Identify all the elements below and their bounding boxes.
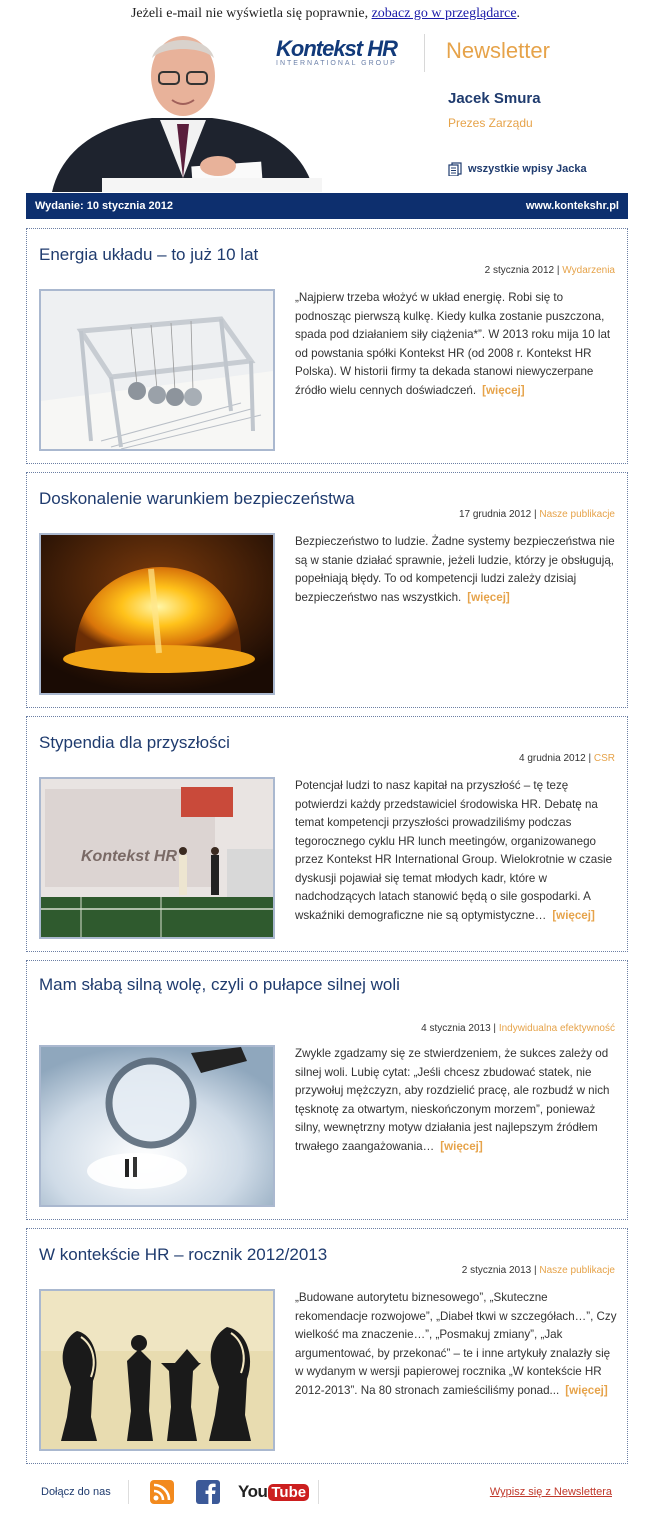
logo-brand: Kontekst — [276, 36, 363, 61]
article-category[interactable]: CSR — [593, 753, 615, 764]
youtube-you: You — [238, 1482, 268, 1501]
article-card — [26, 960, 628, 1220]
site-link[interactable]: www.kontekshr.pl — [525, 200, 619, 212]
newtons-cradle-image[interactable] — [39, 289, 275, 451]
documents-icon — [448, 162, 462, 176]
note-suffix: . — [516, 6, 521, 21]
footer-divider — [318, 1480, 319, 1504]
article-excerpt — [295, 289, 617, 400]
article-excerpt — [295, 1045, 617, 1156]
article-excerpt — [295, 777, 617, 925]
edition-bar — [26, 193, 628, 219]
article-meta: 2 stycznia 2012 | Wydarzenia — [484, 265, 615, 276]
footer-divider — [128, 1480, 129, 1504]
logo-subtitle: INTERNATIONAL GROUP — [276, 60, 397, 67]
article-meta: 2 stycznia 2013 | Nasze publikacje — [461, 1265, 615, 1276]
article-excerpt — [295, 1289, 617, 1400]
facebook-icon[interactable] — [196, 1480, 220, 1504]
join-us-label: Dołącz do nas — [41, 1486, 111, 1498]
kontekst-hr-logo — [276, 36, 406, 72]
article-text: Bezpieczeństwo to ludzie. Żadne systemy bezpieczeństwa nie są w stanie działać sprawnie, jeżeli ludzie, którzy je obsługują, popełniają błędy. To od kompetencji ludzi zależy dzisiaj bezpieczeństwo nas wszystkich. — [295, 535, 615, 604]
article-title[interactable]: Doskonalenie warunkiem bezpieczeństwa — [39, 489, 355, 508]
chess-pieces-image[interactable] — [39, 1289, 275, 1451]
article-card — [26, 472, 628, 708]
article-date: 4 stycznia 2013 — [421, 1023, 491, 1034]
note-prefix: Jeżeli e-mail nie wyświetla się poprawnie, — [130, 6, 372, 21]
article-text: „Najpierw trzeba włożyć w układ energię. Robi się to podnosząc pierwszą kulkę. Kiedy kulka zostanie puszczona, spada pod działaniem siły ciążenia*”. W 2013 roku mija 10 lat od powstania spółki Kontekst HR (od 2008 r. Kontekst HR Polska). W historii firmy ta dekada stanowi niewyczerpane źródło wielu cennych doświadczeń. — [295, 291, 611, 397]
article-excerpt — [295, 533, 617, 607]
read-more-link[interactable]: [więcej] — [482, 383, 525, 397]
article-text: „Budowane autorytetu biznesowego”, „Skuteczne rekomendacje rozwojowe”, „Diabeł tkwi w szczegółach…”, Czy wielkość ma znaczenie…”, „Posmakuj zmiany”, „Jak argumentować, by przekonać” – te i inne artykuły znalazły się w wydanym w wersji papierowej rocznika „W kontekście HR 2012-2013”. Na 80 stronach zamieściliśmy ponad... — [295, 1291, 617, 1397]
all-posts-link[interactable] — [448, 162, 587, 176]
newsletter-footer — [26, 1470, 628, 1516]
article-category[interactable]: Indywidualna efektywność — [498, 1023, 615, 1034]
read-more-link[interactable]: [więcej] — [565, 1383, 608, 1397]
article-meta: 4 stycznia 2013 | Indywidualna efektywność — [421, 1023, 615, 1034]
youtube-tube: Tube — [268, 1484, 309, 1501]
article-date: 17 grudnia 2012 — [458, 509, 532, 520]
article-card — [26, 1228, 628, 1464]
article-date: 2 stycznia 2013 — [461, 1265, 532, 1276]
view-in-browser-note — [0, 6, 651, 22]
article-title[interactable]: Mam słabą silną wolę, czyli o pułapce silnej woli — [39, 975, 400, 994]
header-divider — [424, 34, 425, 72]
article-category[interactable]: Nasze publikacje — [539, 1265, 615, 1276]
person-name: Jacek Smura — [448, 90, 541, 107]
view-in-browser-link[interactable]: zobacz go w przeglądarce — [371, 6, 517, 21]
rss-icon[interactable] — [150, 1480, 174, 1504]
read-more-link[interactable]: [więcej] — [440, 1139, 483, 1153]
slide-logo-text: Kontekst HR — [81, 848, 178, 865]
read-more-link[interactable]: [więcej] — [467, 590, 510, 604]
glowing-helmet-image[interactable] — [39, 533, 275, 695]
article-date: 4 grudnia 2012 — [518, 753, 586, 764]
article-title[interactable]: Energia układu – to już 10 lat — [39, 245, 259, 264]
person-role: Prezes Zarządu — [448, 116, 533, 130]
article-text: Zwykle zgadzamy się ze stwierdzeniem, że sukces zależy od silnej woli. Lubię cytat: „Jeśli chcesz zbudować statek, nie przywołuj mężczyzn, aby rozdzielić pracę, ale rozbudź w nich tęsknotę za otwartym, nieskończonym morzem”, ponieważ silny, wewnętrzny motyw działania jest najlepszym źródłem trwałego zaangażowania… — [295, 1047, 610, 1153]
logo-hr: HR — [367, 36, 398, 61]
all-posts-label: wszystkie wpisy Jacka — [468, 163, 587, 175]
read-more-link[interactable]: [więcej] — [552, 908, 595, 922]
article-date: 2 stycznia 2012 — [484, 265, 555, 276]
article-card — [26, 716, 628, 952]
article-meta: 17 grudnia 2012 | Nasze publikacje — [458, 509, 615, 520]
youtube-icon[interactable] — [238, 1482, 309, 1502]
article-text: Potencjał ludzi to nasz kapitał na przyszłość – tę tezę potwierdzi każdy przedstawiciel środowiska HR. Debatę na temat kompetencji przyszłości prowadziliśmy podczas tegorocznego cyklu HR lunch meetingów, organizowanego przez Kontekst HR International Group. Wielokrotnie w czasie dyskusji pojawiał się temat młodych kadr, które w nadchodzących latach stanowić będą o sile gospodarki. A wskaźniki demograficzne nie są optymistyczne… — [295, 779, 613, 922]
newsletter-title: Newsletter — [446, 38, 550, 63]
unsubscribe-link[interactable]: Wypisz się z Newslettera — [489, 1486, 612, 1498]
article-title[interactable]: W kontekście HR – rocznik 2012/2013 — [39, 1245, 328, 1264]
conference-stage-image[interactable] — [39, 777, 275, 939]
newsletter-header — [26, 26, 628, 192]
article-category[interactable]: Nasze publikacje — [539, 509, 615, 520]
article-category[interactable]: Wydarzenia — [562, 265, 615, 276]
article-meta: 4 grudnia 2012 | CSR — [518, 753, 615, 764]
edition-date: Wydanie: 10 stycznia 2012 — [35, 200, 173, 212]
magnifying-glass-image[interactable] — [39, 1045, 275, 1207]
article-title[interactable]: Stypendia dla przyszłości — [39, 733, 230, 752]
article-card — [26, 228, 628, 464]
